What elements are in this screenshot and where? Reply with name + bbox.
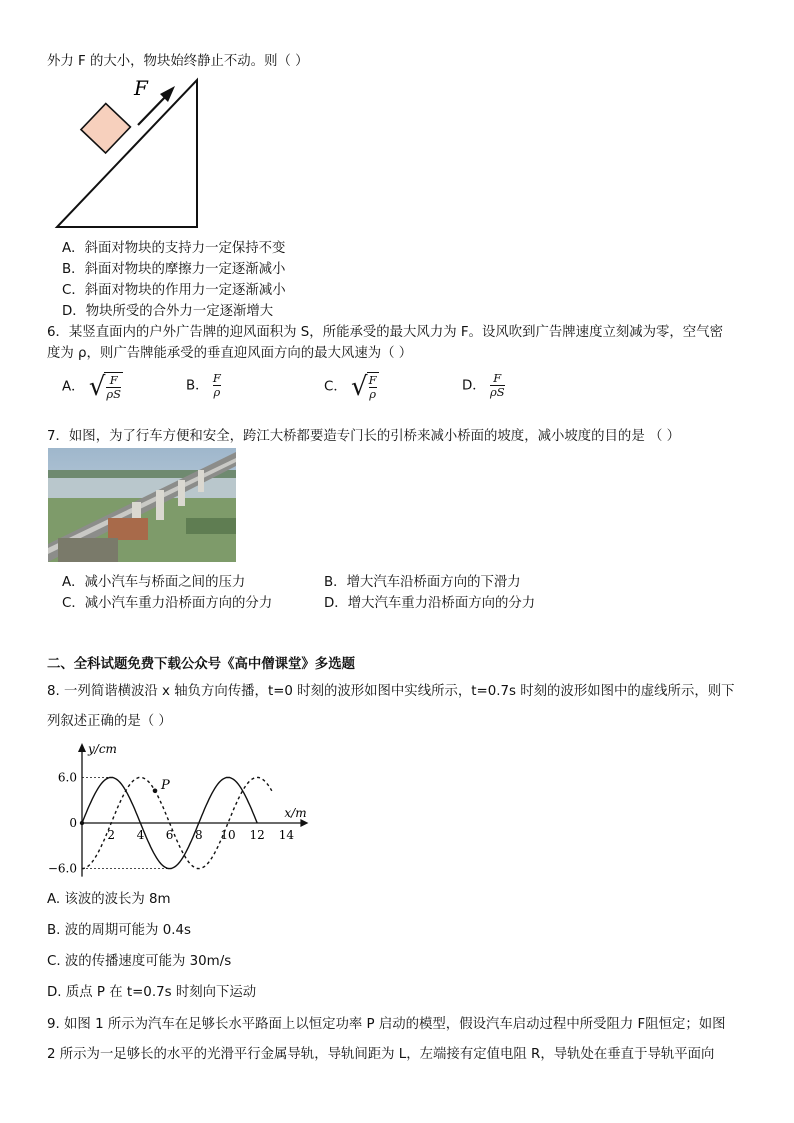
x-tick-label: 8 [194, 828, 203, 842]
x-tick-label: 4 [136, 828, 145, 842]
x-axis-arrowhead [300, 819, 308, 827]
q5-option-b: B．斜面对物块的摩擦力一定逐渐减小 [62, 262, 286, 277]
point-p-marker [153, 788, 158, 793]
y-axis-label: y/cm [88, 742, 117, 756]
q6-option-b: B． $\frac{F}{\rho}$ [186, 371, 221, 399]
q9-stem-line1: 9. 如图 1 所示为汽车在足够长水平路面上以恒定功率 P 启动的模型，假设汽车启动过程中所受阻力 F阻恒定；如图 [47, 1017, 726, 1032]
q7-option-c: C．减小汽车重力沿桥面方向的分力 [62, 596, 273, 611]
wave-chart [47, 740, 312, 876]
y-tick-label: −6.0 [47, 861, 77, 876]
y-tick-label: 0 [69, 816, 77, 830]
block-shape [81, 104, 130, 154]
q6-option-c: C． √ $\frac{F}{\rho}$ [324, 371, 377, 402]
q7-option-a: A．减小汽车与桥面之间的压力 [62, 575, 246, 590]
point-p-label: P [161, 777, 170, 793]
q5-stem-tail: 外力 F 的大小，物块始终静止不动。则（ ） [47, 54, 309, 69]
section-heading: 二、全科试题免费下载公众号《高中僧课堂》多选题 [47, 657, 355, 672]
q8-option-a: A. 该波的波长为 8m [47, 892, 171, 907]
force-label: F [134, 76, 148, 100]
q5-option-d: D．物块所受的合外力一定逐渐增大 [62, 304, 274, 319]
x-tick-label: 6 [165, 828, 174, 842]
y-tick-label: 6.0 [57, 770, 77, 785]
q6-option-d: D． $\frac{F}{\rho S}$ [462, 371, 505, 399]
y-axis-arrowhead [78, 743, 86, 752]
x-axis-label: x/m [284, 806, 307, 820]
q5-option-a: A．斜面对物块的支持力一定保持不变 [62, 241, 286, 256]
q7-option-d: D．增大汽车重力沿桥面方向的分力 [324, 596, 536, 611]
x-tick-label: 12 [249, 828, 265, 842]
q8-option-d: D. 质点 P 在 t=0.7s 时刻向下运动 [47, 985, 257, 1000]
q7-option-b: B．增大汽车沿桥面方向的下滑力 [324, 575, 521, 590]
q6-stem-line2: 度为 ρ，则广告牌能承受的垂直迎风面方向的最大风速为（ ） [47, 346, 413, 361]
origin-dot [80, 821, 84, 825]
bridge-photo [48, 448, 236, 562]
q9-stem-line2: 2 所示为一足够长的水平的光滑平行金属导轨，导轨间距为 L，左端接有定值电阻 R，导轨处在垂直于导轨平面向 [47, 1047, 715, 1062]
x-tick-label: 10 [220, 828, 236, 842]
q7-stem: 7．如图，为了行车方便和安全，跨江大桥都要造专门长的引桥来减小桥面的坡度，减小坡度的目的是 （ ） [47, 429, 680, 444]
incline-figure [50, 72, 210, 232]
q8-stem-line2: 列叙述正确的是（ ） [47, 714, 172, 729]
q8-stem-line1: 8. 一列简谐横波沿 x 轴负方向传播，t=0 时刻的波形如图中实线所示，t=0.7s 时刻的波形如图中的虚线所示，则下 [47, 684, 735, 699]
q5-option-c: C．斜面对物块的作用力一定逐渐减小 [62, 283, 286, 298]
q6-option-a: A． √ $\frac{F}{\rho S}$ [62, 371, 122, 402]
q8-option-c: C. 波的传播速度可能为 30m/s [47, 954, 232, 969]
x-tick-label: 14 [278, 828, 295, 842]
incline-triangle [57, 80, 197, 227]
q6-stem-line1: 6．某竖直面内的户外广告牌的迎风面积为 S，所能承受的最大风力为 F。设风吹到广告牌速度立刻减为零，空气密 [47, 325, 723, 340]
q8-option-b: B. 波的周期可能为 0.4s [47, 923, 191, 938]
x-tick-label: 2 [107, 828, 116, 842]
